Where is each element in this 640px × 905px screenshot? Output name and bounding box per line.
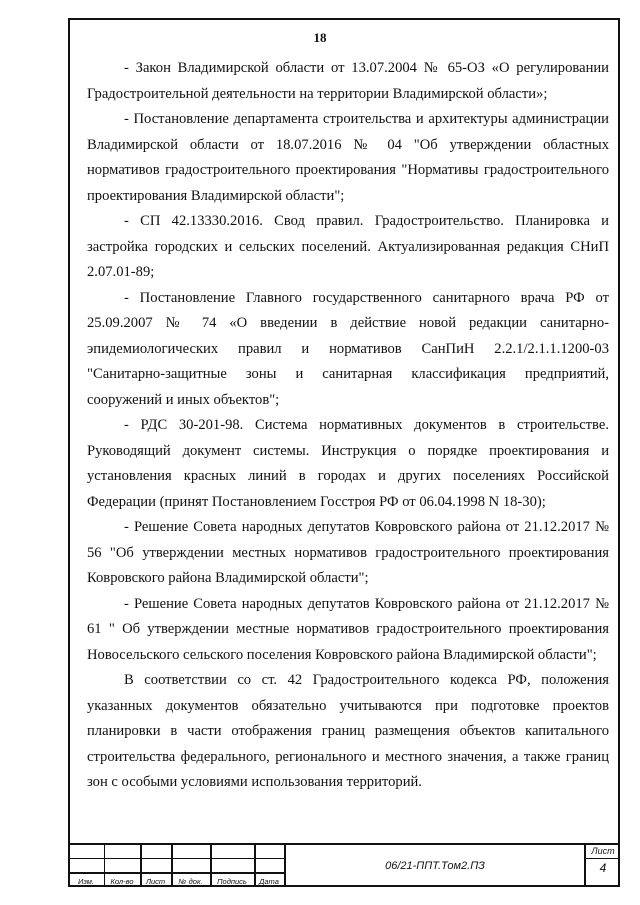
col-label-change: Изм. <box>78 877 94 886</box>
paragraph-sp-42: - СП 42.13330.2016. Свод правил. Градостроительство. Планировка и застройка городских и сельских поселений. Актуализированная редакция СНиП 2.07.01-89; <box>87 213 609 280</box>
sheet-number: 4 <box>599 861 607 875</box>
paragraph-decision-56: - Решение Совета народных депутатов Ковровского района от 21.12.2017 № 56 "Об утверждении местных нормативов градостроительного проектирования Ковровского района Владимирской области"; <box>87 519 609 586</box>
title-block <box>68 843 620 887</box>
document-body <box>87 56 609 796</box>
col-label-quantity: Кол-во <box>110 877 134 886</box>
paragraph-decision-61: - Решение Совета народных депутатов Ковровского района от 21.12.2017 № 61 " Об утверждении местные нормативов градостроительного проектирования Новосельского сельского поселения Ковровского района Владимирской области"; <box>87 595 609 663</box>
col-label-doc-number: № док. <box>178 877 203 886</box>
paragraph-conclusion: В соответствии со ст. 42 Градостроительного кодекса РФ, положения указанных документов обязательно учитываются при подготовке проектов планировки в части отображения границ размещения объектов капитального строительства федерального, регионального и местного значения, а также границ зон с особыми условиями использования территорий. <box>87 672 609 790</box>
sheet-number-box <box>584 845 620 887</box>
sheet-caption: Лист <box>591 846 615 856</box>
page-number: 18 <box>313 30 327 45</box>
col-label-date: Дата <box>259 877 279 886</box>
paragraph-resolution-department: - Постановление департамента строительства и архитектуры администрации Владимирской области от 18.07.2016 № 04 "Об утверждении областных нормативов градостроительного проектирования "Нормативы градостроительного проектирования Владимирской области"; <box>87 111 609 204</box>
paragraph-sanpin-resolution: - Постановление Главного государственного санитарного врача РФ от 25.09.2007 № 74 «О введении в действие новой редакции санитарно-эпидемиологических правил и нормативов СанПиН 2.2.1/2.1.1.1200-03 "Санитарно-защитные зоны и санитарная классификация предприятий, сооружений и иных объектов"; <box>87 289 609 408</box>
col-label-sheet: Лист <box>145 877 166 886</box>
col-label-signature: Подпись <box>217 877 247 886</box>
paragraph-law-vladimir-region: - Закон Владимирской области от 13.07.2004 № 65-ОЗ «О регулировании Градостроительной деятельности на территории Владимирской области»; <box>87 60 609 102</box>
sheet-separator <box>586 858 620 859</box>
revision-grid <box>68 845 286 887</box>
paragraph-rds-30: - РДС 30-201-98. Система нормативных документов в строительстве. Руководящий документ системы. Инструкция о порядке проектирования и установления красных линий в городах и других поселениях Российской Федерации (принят Постановлением Госстроя РФ от 06.04.1998 N 18-30); <box>87 417 609 510</box>
document-code: 06/21-ППТ.Том2.ПЗ <box>385 860 485 872</box>
